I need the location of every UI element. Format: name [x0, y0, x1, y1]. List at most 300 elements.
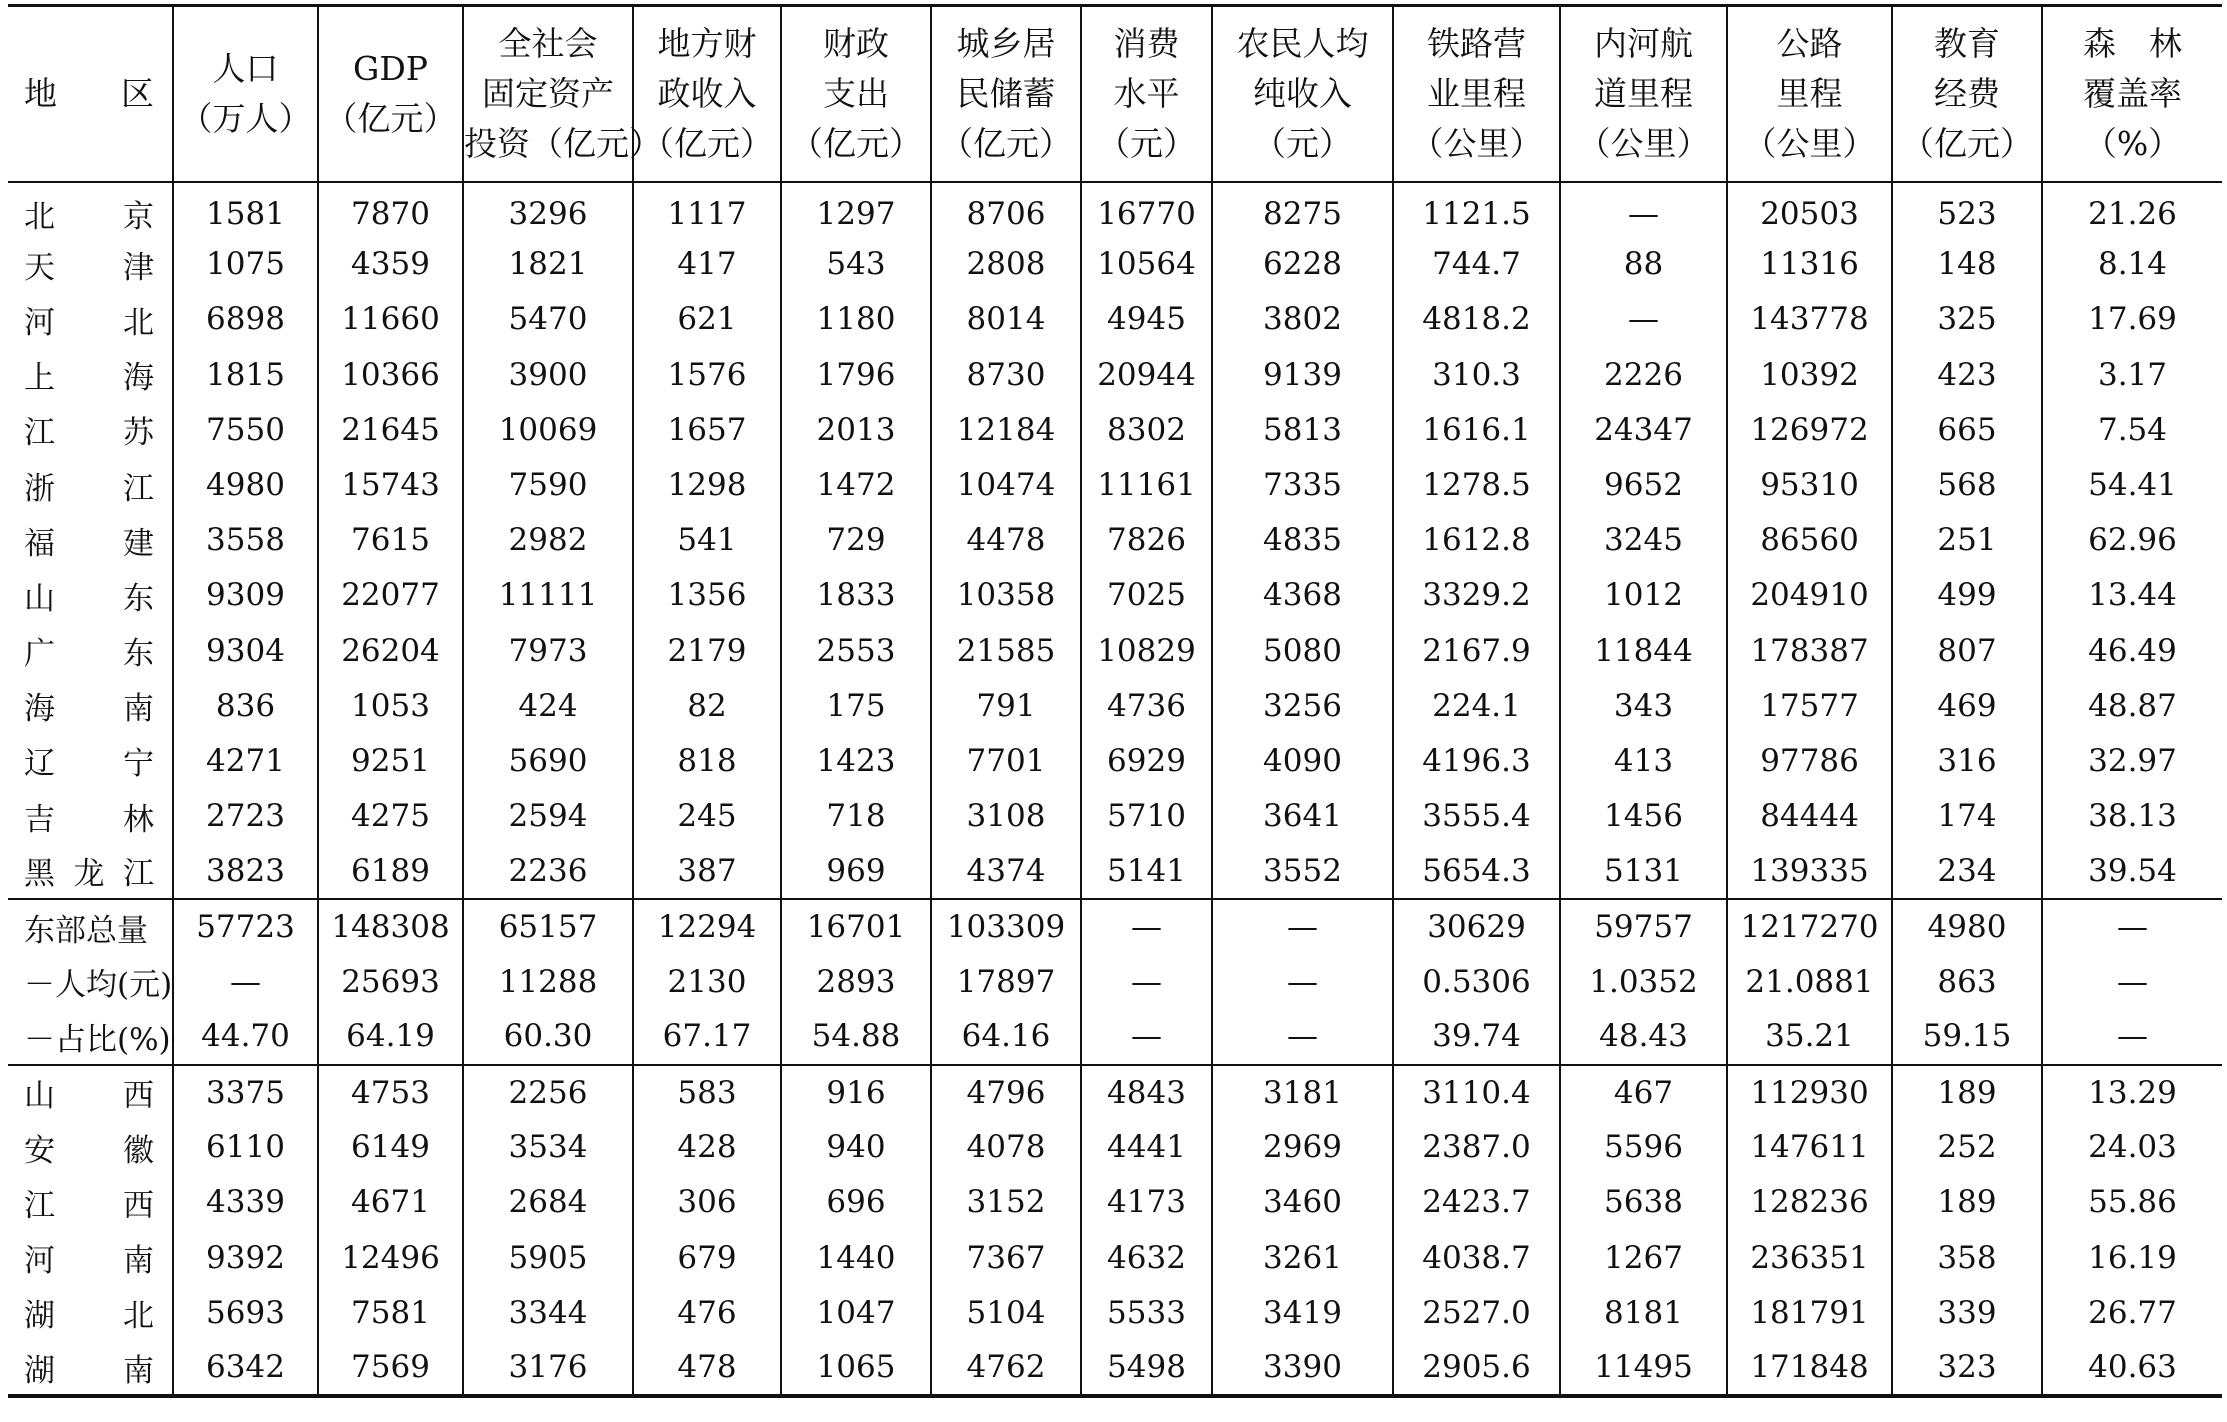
value-cell: — — [1212, 1009, 1393, 1064]
value-cell: 358 — [1892, 1230, 2042, 1285]
value-cell: 12496 — [318, 1230, 463, 1285]
region-name — [24, 1235, 154, 1280]
value-cell: 523 — [1892, 182, 2042, 237]
value-cell: 245 — [633, 789, 781, 844]
value-cell: 2130 — [633, 954, 781, 1009]
value-cell: 8014 — [931, 292, 1081, 347]
column-header-line: 支出 — [823, 73, 889, 113]
value-cell: 4275 — [318, 789, 463, 844]
column-header — [1393, 6, 1560, 182]
table-row — [8, 457, 2222, 512]
value-cell: 2594 — [463, 789, 633, 844]
value-cell: 5905 — [463, 1230, 633, 1285]
table-row — [8, 733, 2222, 788]
value-cell: 3534 — [463, 1120, 633, 1175]
value-cell: 251 — [1892, 513, 2042, 568]
value-cell: 1581 — [173, 182, 318, 237]
value-cell: 2423.7 — [1393, 1175, 1560, 1230]
region-cell — [8, 237, 173, 292]
value-cell: 7550 — [173, 402, 318, 457]
region-name-part: 北 — [24, 199, 55, 236]
value-cell: 17577 — [1727, 678, 1892, 733]
value-cell: — — [2042, 1009, 2222, 1064]
value-cell: 13.29 — [2042, 1065, 2222, 1120]
value-cell: 5141 — [1081, 844, 1212, 899]
value-cell: 8275 — [1212, 182, 1393, 237]
value-cell: 916 — [781, 1065, 931, 1120]
value-cell: 10366 — [318, 347, 463, 402]
value-cell: 26.77 — [2042, 1285, 2222, 1340]
region-name-part: 龙 — [73, 856, 105, 893]
value-cell: 4736 — [1081, 678, 1212, 733]
value-cell: 323 — [1892, 1340, 2042, 1395]
region-name-part: 河 — [24, 304, 55, 341]
value-cell: 3419 — [1212, 1285, 1393, 1340]
value-cell: 62.96 — [2042, 513, 2222, 568]
value-cell: 24.03 — [2042, 1120, 2222, 1175]
value-cell: 5596 — [1560, 1120, 1727, 1175]
value-cell: 3390 — [1212, 1340, 1393, 1395]
value-cell: 2226 — [1560, 347, 1727, 402]
value-cell: 4271 — [173, 733, 318, 788]
value-cell: 1821 — [463, 237, 633, 292]
table-row — [8, 513, 2222, 568]
region-name — [24, 959, 173, 1004]
value-cell: 4818.2 — [1393, 292, 1560, 347]
region-cell — [8, 1285, 173, 1340]
value-cell: 60.30 — [463, 1009, 633, 1064]
value-cell: 67.17 — [633, 1009, 781, 1064]
region-name — [24, 1014, 171, 1059]
region-cell — [8, 347, 173, 402]
value-cell: 5533 — [1081, 1285, 1212, 1340]
value-cell: 583 — [633, 1065, 781, 1120]
value-cell: 1423 — [781, 733, 931, 788]
column-header-line: 纯收入 — [1253, 73, 1352, 113]
region-name-part: 北 — [123, 304, 154, 341]
region-name-part: 福 — [24, 525, 55, 562]
table-row — [8, 1009, 2222, 1064]
value-cell: 48.43 — [1560, 1009, 1727, 1064]
value-cell: 1298 — [633, 457, 781, 512]
value-cell: — — [2042, 899, 2222, 954]
value-cell: 39.74 — [1393, 1009, 1560, 1064]
value-cell: 5813 — [1212, 402, 1393, 457]
value-cell: 16701 — [781, 899, 931, 954]
region-name-part: 河 — [24, 1243, 55, 1280]
header-region-char: 地 — [24, 73, 57, 113]
region-name — [24, 352, 154, 397]
value-cell: 5693 — [173, 1285, 318, 1340]
value-cell: 5710 — [1081, 789, 1212, 844]
column-header-line: 城乡居 — [956, 23, 1056, 63]
value-cell: 38.13 — [2042, 789, 2222, 844]
value-cell: 387 — [633, 844, 781, 899]
value-cell: 1356 — [633, 568, 781, 623]
value-cell: 22077 — [318, 568, 463, 623]
region-cell — [8, 1009, 173, 1064]
region-name-part: 广 — [24, 636, 55, 673]
value-cell: 478 — [633, 1340, 781, 1395]
value-cell: 568 — [1892, 457, 2042, 512]
column-header — [1081, 6, 1212, 182]
value-cell: 1267 — [1560, 1230, 1727, 1285]
column-header-line: 投资（亿元） — [464, 123, 662, 163]
value-cell: 7581 — [318, 1285, 463, 1340]
value-cell: 718 — [781, 789, 931, 844]
region-cell — [8, 678, 173, 733]
value-cell: 21645 — [318, 402, 463, 457]
value-cell: 4980 — [1892, 899, 2042, 954]
value-cell: 189 — [1892, 1065, 2042, 1120]
value-cell: 5131 — [1560, 844, 1727, 899]
value-cell: 6228 — [1212, 237, 1393, 292]
value-cell: 4339 — [173, 1175, 318, 1230]
region-name — [24, 1345, 154, 1390]
value-cell: 1117 — [633, 182, 781, 237]
value-cell: 1657 — [633, 402, 781, 457]
table-row — [8, 1120, 2222, 1175]
column-header — [1892, 6, 2042, 182]
value-cell: 224.1 — [1393, 678, 1560, 733]
value-cell: 4632 — [1081, 1230, 1212, 1285]
value-cell: 1065 — [781, 1340, 931, 1395]
column-header-line: 道里程 — [1594, 73, 1693, 113]
region-name-part: 海 — [123, 360, 154, 397]
value-cell: 7335 — [1212, 457, 1393, 512]
value-cell: 13.44 — [2042, 568, 2222, 623]
value-cell: 7569 — [318, 1340, 463, 1395]
value-cell: 4753 — [318, 1065, 463, 1120]
value-cell: — — [1560, 292, 1727, 347]
value-cell: 807 — [1892, 623, 2042, 678]
region-name — [24, 191, 154, 236]
value-cell: 2893 — [781, 954, 931, 1009]
region-name — [24, 518, 154, 563]
value-cell: 0.5306 — [1393, 954, 1560, 1009]
column-header-line: 民储蓄 — [956, 73, 1056, 113]
column-header-line: （%） — [2083, 123, 2182, 163]
value-cell: 20503 — [1727, 182, 1892, 237]
value-cell: 9392 — [173, 1230, 318, 1285]
value-cell: 171848 — [1727, 1340, 1892, 1395]
value-cell: 59.15 — [1892, 1009, 2042, 1064]
region-name-part: －人均(元) — [24, 967, 173, 1004]
value-cell: 88 — [1560, 237, 1727, 292]
value-cell: 343 — [1560, 678, 1727, 733]
value-cell: — — [1081, 954, 1212, 1009]
region-name — [24, 848, 154, 893]
value-cell: 82 — [633, 678, 781, 733]
region-name — [24, 905, 154, 950]
value-cell: 5498 — [1081, 1340, 1212, 1395]
value-cell: 6149 — [318, 1120, 463, 1175]
value-cell: 4980 — [173, 457, 318, 512]
value-cell: 7701 — [931, 733, 1081, 788]
region-cell — [8, 402, 173, 457]
value-cell: 424 — [463, 678, 633, 733]
value-cell: 836 — [173, 678, 318, 733]
value-cell: 729 — [781, 513, 931, 568]
value-cell: 3176 — [463, 1340, 633, 1395]
value-cell: 2969 — [1212, 1120, 1393, 1175]
value-cell: 2256 — [463, 1065, 633, 1120]
value-cell: 8706 — [931, 182, 1081, 237]
region-name-part: －占比(%) — [24, 1021, 171, 1058]
column-header-line: 业里程 — [1427, 73, 1526, 113]
value-cell: 40.63 — [2042, 1340, 2222, 1395]
region-name-part: 江 — [24, 1187, 55, 1224]
region-cell — [8, 292, 173, 347]
column-header-line: 全社会 — [498, 23, 598, 63]
column-header-line: 财政 — [823, 23, 889, 63]
value-cell: 20944 — [1081, 347, 1212, 402]
value-cell: 791 — [931, 678, 1081, 733]
region-name — [24, 297, 154, 342]
value-cell: 11316 — [1727, 237, 1892, 292]
value-cell: 2527.0 — [1393, 1285, 1560, 1340]
value-cell: 9304 — [173, 623, 318, 678]
value-cell: 3329.2 — [1393, 568, 1560, 623]
value-cell: 10392 — [1727, 347, 1892, 402]
region-name — [24, 242, 154, 287]
column-header-line: （公里） — [1410, 123, 1543, 163]
column-header-line: （公里） — [1743, 123, 1876, 163]
value-cell: 189 — [1892, 1175, 2042, 1230]
value-cell: 4478 — [931, 513, 1081, 568]
value-cell: 112930 — [1727, 1065, 1892, 1120]
value-cell: 818 — [633, 733, 781, 788]
value-cell: 1297 — [781, 182, 931, 237]
table-row — [8, 899, 2222, 954]
region-name-part: 南 — [123, 1243, 154, 1280]
value-cell: 4671 — [318, 1175, 463, 1230]
value-cell: — — [173, 954, 318, 1009]
value-cell: 1278.5 — [1393, 457, 1560, 512]
value-cell: 2236 — [463, 844, 633, 899]
value-cell: 3181 — [1212, 1065, 1393, 1120]
value-cell: 16770 — [1081, 182, 1212, 237]
column-header-line: （元） — [1097, 123, 1196, 163]
value-cell: 423 — [1892, 347, 2042, 402]
region-name-part: 东部总量 — [24, 912, 148, 949]
value-cell: 143778 — [1727, 292, 1892, 347]
column-header — [931, 6, 1081, 182]
value-cell: 86560 — [1727, 513, 1892, 568]
table-row — [8, 954, 2222, 1009]
value-cell: 4038.7 — [1393, 1230, 1560, 1285]
value-cell: 57723 — [173, 899, 318, 954]
value-cell: 4359 — [318, 237, 463, 292]
region-cell — [8, 733, 173, 788]
value-cell: 7367 — [931, 1230, 1081, 1285]
region-cell — [8, 182, 173, 237]
region-name — [24, 1290, 154, 1335]
value-cell: 32.97 — [2042, 733, 2222, 788]
value-cell: 3823 — [173, 844, 318, 899]
region-cell — [8, 844, 173, 899]
column-header-line: 教育 — [1934, 23, 2000, 63]
value-cell: 417 — [633, 237, 781, 292]
value-cell: 7973 — [463, 623, 633, 678]
value-cell: 4196.3 — [1393, 733, 1560, 788]
regional-statistics-table — [8, 4, 2222, 1398]
value-cell: 2723 — [173, 789, 318, 844]
region-name-part: 湖 — [24, 1298, 55, 1335]
value-cell: 3.17 — [2042, 347, 2222, 402]
region-cell — [8, 457, 173, 512]
value-cell: 679 — [633, 1230, 781, 1285]
value-cell: 2013 — [781, 402, 931, 457]
column-header-line: 政收入 — [657, 73, 757, 113]
column-header-line: 消费 — [1113, 23, 1180, 63]
value-cell: 2982 — [463, 513, 633, 568]
value-cell: 2684 — [463, 1175, 633, 1230]
value-cell: 9139 — [1212, 347, 1393, 402]
region-name-part: 江 — [123, 856, 154, 893]
column-header-line: 铁路营 — [1427, 23, 1526, 63]
value-cell: 5080 — [1212, 623, 1393, 678]
column-header-line: （亿元） — [790, 123, 922, 163]
region-name-part: 南 — [123, 1352, 154, 1389]
value-cell: 1456 — [1560, 789, 1727, 844]
value-cell: 54.41 — [2042, 457, 2222, 512]
value-cell: 4796 — [931, 1065, 1081, 1120]
column-header-line: 内河航 — [1594, 23, 1693, 63]
value-cell: 103309 — [931, 899, 1081, 954]
header-region-char: 区 — [121, 73, 154, 113]
region-name-part: 江 — [24, 415, 55, 452]
region-name-part: 上 — [24, 360, 55, 397]
value-cell: 6342 — [173, 1340, 318, 1395]
column-header-line: （亿元） — [1901, 123, 2033, 163]
value-cell: 316 — [1892, 733, 2042, 788]
table-row — [8, 678, 2222, 733]
value-cell: 10564 — [1081, 237, 1212, 292]
value-cell: 1012 — [1560, 568, 1727, 623]
value-cell: 5690 — [463, 733, 633, 788]
value-cell: 148 — [1892, 237, 2042, 292]
region-name-part: 浙 — [24, 470, 55, 507]
value-cell: 8181 — [1560, 1285, 1727, 1340]
table-row — [8, 1175, 2222, 1230]
value-cell: 54.88 — [781, 1009, 931, 1064]
table-row — [8, 292, 2222, 347]
region-name — [24, 683, 154, 728]
value-cell: 175 — [781, 678, 931, 733]
value-cell: 499 — [1892, 568, 2042, 623]
table-row — [8, 237, 2222, 292]
value-cell: 15743 — [318, 457, 463, 512]
value-cell: 4843 — [1081, 1065, 1212, 1120]
region-name-part: 宁 — [123, 746, 154, 783]
value-cell: 10069 — [463, 402, 633, 457]
column-header-line: 固定资产 — [482, 73, 614, 113]
column-header-line: 经费 — [1934, 73, 2000, 113]
value-cell: 339 — [1892, 1285, 2042, 1340]
value-cell: 5654.3 — [1393, 844, 1560, 899]
value-cell: 25693 — [318, 954, 463, 1009]
value-cell: 863 — [1892, 954, 2042, 1009]
value-cell: — — [1560, 182, 1727, 237]
value-cell: 46.49 — [2042, 623, 2222, 678]
value-cell: 8730 — [931, 347, 1081, 402]
value-cell: 24347 — [1560, 402, 1727, 457]
region-cell — [8, 1340, 173, 1395]
column-header-line: GDP — [352, 48, 429, 88]
table-body — [8, 182, 2222, 1396]
value-cell: 1576 — [633, 347, 781, 402]
value-cell: 126972 — [1727, 402, 1892, 457]
region-name-part: 黑 — [24, 856, 55, 893]
value-cell: 3256 — [1212, 678, 1393, 733]
value-cell: 10474 — [931, 457, 1081, 512]
region-name-part: 东 — [123, 636, 154, 673]
region-cell — [8, 623, 173, 678]
value-cell: 4441 — [1081, 1120, 1212, 1175]
region-name — [24, 738, 154, 783]
table-row — [8, 623, 2222, 678]
value-cell: 64.16 — [931, 1009, 1081, 1064]
value-cell: 306 — [633, 1175, 781, 1230]
column-header — [781, 6, 931, 182]
value-cell: 8.14 — [2042, 237, 2222, 292]
value-cell: 178387 — [1727, 623, 1892, 678]
value-cell: 469 — [1892, 678, 2042, 733]
region-name-part: 南 — [123, 691, 154, 728]
column-header-line: （亿元） — [324, 98, 457, 138]
value-cell: 65157 — [463, 899, 633, 954]
table-header-row — [8, 6, 2222, 182]
value-cell: 413 — [1560, 733, 1727, 788]
column-header — [463, 6, 662, 182]
column-header — [2042, 6, 2222, 182]
region-name-part: 西 — [123, 1187, 154, 1224]
table-row — [8, 1340, 2222, 1395]
value-cell: 4762 — [931, 1340, 1081, 1395]
region-cell — [8, 789, 173, 844]
region-name-part: 山 — [24, 1078, 55, 1115]
header-region-label — [24, 69, 154, 119]
value-cell: 1833 — [781, 568, 931, 623]
value-cell: 234 — [1892, 844, 2042, 899]
column-header — [318, 6, 463, 182]
value-cell: 3558 — [173, 513, 318, 568]
value-cell: 128236 — [1727, 1175, 1892, 1230]
value-cell: 84444 — [1727, 789, 1892, 844]
value-cell: 3460 — [1212, 1175, 1393, 1230]
value-cell: 2553 — [781, 623, 931, 678]
column-header-line: 覆盖率 — [2083, 73, 2182, 113]
region-name-part: 山 — [24, 580, 55, 617]
value-cell: 621 — [633, 292, 781, 347]
value-cell: 9652 — [1560, 457, 1727, 512]
value-cell: 11844 — [1560, 623, 1727, 678]
value-cell: 6189 — [318, 844, 463, 899]
value-cell: 7590 — [463, 457, 633, 512]
table-row — [8, 789, 2222, 844]
table-row — [8, 402, 2222, 457]
value-cell: 3641 — [1212, 789, 1393, 844]
table-row — [8, 347, 2222, 402]
value-cell: 1217270 — [1727, 899, 1892, 954]
value-cell: 4173 — [1081, 1175, 1212, 1230]
value-cell: 3152 — [931, 1175, 1081, 1230]
value-cell: 3555.4 — [1393, 789, 1560, 844]
region-name — [24, 463, 154, 508]
value-cell: 252 — [1892, 1120, 2042, 1175]
value-cell: 3110.4 — [1393, 1065, 1560, 1120]
